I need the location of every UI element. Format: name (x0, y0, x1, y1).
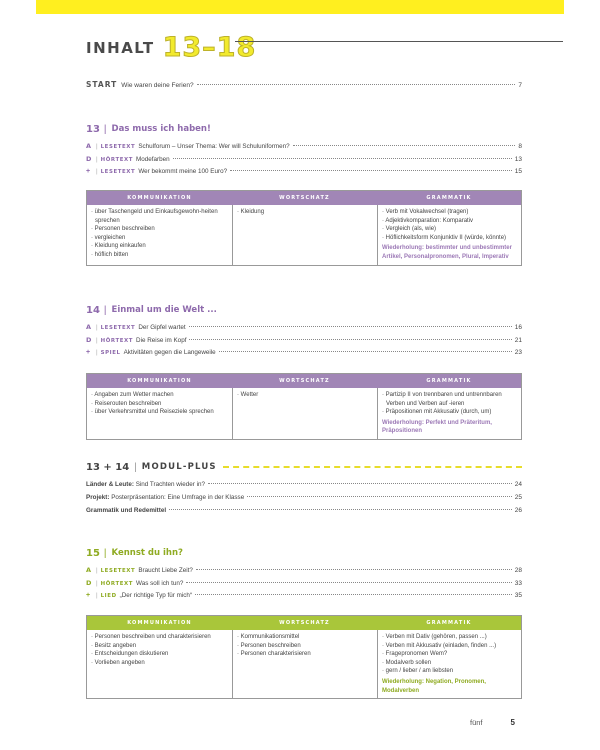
wiederholung-note: Wiederholung: Negation, Pronomen, Modalverben (382, 678, 486, 694)
list-item: · Verb mit Vokalwechsel (tragen) (382, 209, 469, 215)
entry-type: LESETEXT (100, 325, 136, 331)
entry-type: HÖRTEXT (100, 157, 134, 163)
skills-grid-14 (86, 373, 522, 440)
wortschatz-column (232, 205, 377, 265)
list-item: · Kommunikationsmittel (237, 634, 300, 640)
header-grammatik: GRAMMATIK (377, 374, 521, 388)
page-footer (470, 718, 515, 727)
list-item: · vergleichen (91, 234, 126, 241)
wiederholung-note: Wiederholung: bestimmter und unbestimmter Artikel, Personalpronomen, Plural, Imperativ (382, 245, 512, 260)
chapter-number: 13 (86, 123, 100, 135)
dot-leader (173, 158, 512, 159)
row-label: Projekt: (86, 494, 110, 501)
header-wortschatz: WORTSCHATZ (232, 616, 377, 630)
entry-separator: | (96, 143, 98, 150)
grid-body (87, 205, 521, 265)
grammatik-column (377, 630, 521, 698)
dot-leader (169, 509, 512, 510)
modul-heading (86, 460, 522, 474)
wiederholung-note: Wiederholung: Perfekt und Präteritum, Präpositionen (382, 419, 492, 435)
list-item: · Fragepronomen Wem? (382, 651, 448, 658)
entry-type: HÖRTEXT (100, 581, 134, 587)
grid-header (87, 374, 521, 388)
entry-marker: A (86, 142, 92, 150)
toc-entry[interactable] (86, 168, 522, 180)
page-number: 8 (518, 143, 522, 150)
entry-type: LESETEXT (100, 169, 136, 175)
grid-body (87, 388, 521, 439)
entry-text: Schulforum – Unser Thema: Wer will Schuluniformen? (138, 143, 290, 150)
entry-marker: D (86, 579, 92, 587)
header-kommunikation: KOMMUNIKATION (87, 374, 232, 388)
entry-text: „Der richtige Typ für mich“ (119, 592, 192, 599)
entry-separator: | (96, 324, 98, 331)
entry-separator: | (96, 592, 98, 599)
dot-leader (189, 339, 511, 340)
page-number: 26 (514, 507, 522, 514)
list-item: · höflich bitten (91, 251, 129, 258)
toc-entry[interactable] (86, 349, 522, 361)
modul-number: 13 + 14 (86, 461, 130, 473)
page-number: 16 (514, 324, 522, 331)
kommunikation-column (87, 388, 232, 439)
entry-type: LIED (100, 593, 117, 599)
header-grammatik: GRAMMATIK (377, 616, 521, 630)
list-item: · Kleidung (237, 209, 265, 215)
row-text: Sind Trachten wieder in? (135, 481, 205, 488)
title-word: INHALT (86, 39, 155, 57)
chapter-heading (86, 303, 522, 317)
modul-title: MODUL-PLUS (141, 462, 217, 472)
chapter-15 (86, 546, 522, 604)
header-grammatik: GRAMMATIK (377, 191, 521, 205)
list-item: · Reiserouten beschreiben (91, 400, 162, 407)
entry-type: LESETEXT (100, 144, 136, 150)
entry-text: Was soll ich tun? (136, 580, 184, 587)
list-item: · Entscheidungen diskutieren (91, 651, 169, 658)
entry-text: Wer bekommt meine 100 Euro? (138, 168, 228, 175)
plus-circle-icon: + (86, 168, 91, 175)
header-kommunikation: KOMMUNIKATION (87, 191, 232, 205)
chapter-number: 15 (86, 547, 100, 559)
list-item: · Adjektivkomparation: Komparativ (382, 217, 474, 224)
kommunikation-column (87, 205, 232, 265)
toc-entry[interactable] (86, 155, 522, 167)
modul-plus-section (86, 460, 522, 519)
entry-text: Braucht Liebe Zeit? (138, 567, 193, 574)
start-label: START (86, 80, 118, 89)
list-item: · Verben mit Akkusativ (einladen, finden ...) (382, 642, 497, 649)
grid-header (87, 616, 521, 630)
page-number: 7 (518, 82, 522, 89)
page-number: 25 (514, 494, 522, 501)
wortschatz-column (232, 388, 377, 439)
footer-page-number: 5 (510, 718, 515, 727)
dot-leader (186, 582, 511, 583)
list-item: · über Verkehrsmittel und Reiseziele sprechen (91, 409, 214, 416)
page-number: 24 (514, 481, 522, 488)
dot-leader (230, 170, 512, 171)
row-label: Länder & Leute: (86, 481, 134, 488)
dot-leader (219, 351, 512, 352)
entry-separator: | (96, 156, 98, 163)
toc-entry[interactable] (86, 494, 522, 506)
page-title (86, 34, 256, 61)
page-number: 13 (514, 156, 522, 163)
chapter-heading (86, 122, 522, 136)
entry-type: SPIEL (100, 350, 121, 356)
row-text: Posterpräsentation: Eine Umfrage in der Klasse (111, 494, 245, 501)
entry-type: LESETEXT (100, 568, 136, 574)
list-item: · Wetter (237, 392, 259, 398)
list-item: · Vorlieben angeben (91, 659, 145, 666)
list-item: · Personen beschreiben und charakterisieren (91, 634, 211, 640)
page-number: 21 (514, 337, 522, 344)
top-color-bar (36, 0, 564, 14)
entry-text: Aktivitäten gegen die Langeweile (123, 349, 216, 356)
entry-separator: | (96, 337, 98, 344)
toc-entry[interactable] (86, 566, 522, 578)
toc-entry[interactable] (86, 592, 522, 604)
chapter-14 (86, 303, 522, 361)
header-kommunikation: KOMMUNIKATION (87, 616, 232, 630)
list-item: · Vergleich (als, wie) (382, 226, 437, 233)
entry-separator: | (96, 580, 98, 587)
toc-entry[interactable] (86, 579, 522, 591)
wortschatz-column (232, 630, 377, 698)
entry-marker: A (86, 323, 92, 331)
entry-marker: D (86, 155, 92, 163)
list-item: · Personen beschreiben (237, 642, 301, 649)
page-number: 33 (514, 580, 522, 587)
kommunikation-column (87, 630, 232, 698)
list-item: · gern / lieber / am liebsten (382, 668, 454, 675)
toc-entry[interactable] (86, 336, 522, 348)
toc-entry[interactable] (86, 323, 522, 335)
dot-leader (293, 145, 516, 146)
list-item: · Kleidung einkaufen (91, 243, 146, 250)
chapter-separator: | (103, 547, 107, 559)
grid-header (87, 191, 521, 205)
list-item: · Modalverb sollen (382, 659, 432, 666)
chapter-title: Das muss ich haben! (111, 124, 211, 134)
list-item: · Höflichkeitsform Konjunktiv II (würde, könnte) (382, 234, 507, 241)
dot-leader (189, 326, 512, 327)
list-item: · Verben mit Dativ (gehören, passen ...) (382, 634, 487, 640)
dot-leader (247, 496, 512, 497)
chapter-separator: | (103, 304, 107, 316)
toc-entry[interactable] (86, 142, 522, 154)
dot-leader (208, 483, 512, 484)
list-item: · Besitz angeben (91, 642, 137, 649)
list-item: · Personen beschreiben (91, 226, 155, 233)
entry-separator: | (96, 349, 98, 356)
list-item: · Personen charakterisieren (237, 651, 311, 658)
title-range: 13–18 (162, 32, 257, 63)
skills-grid-13 (86, 190, 522, 266)
header-wortschatz: WORTSCHATZ (232, 191, 377, 205)
row-label: Grammatik und Redemittel (86, 507, 167, 514)
chapter-title: Kennst du ihn? (111, 548, 183, 558)
dot-leader (197, 84, 516, 85)
entry-marker: A (86, 566, 92, 574)
entry-separator: | (96, 567, 98, 574)
footer-page-word: fünf (470, 718, 483, 727)
page-number: 35 (514, 592, 522, 599)
plus-circle-icon: + (86, 592, 91, 599)
chapter-title: Einmal um die Welt ... (111, 305, 217, 315)
page-number: 15 (514, 168, 522, 175)
start-text: Wie waren deine Ferien? (121, 82, 194, 89)
grammatik-column (377, 205, 521, 265)
list-item: · Präpositionen mit Akkusativ (durch, um) (382, 409, 492, 416)
header-wortschatz: WORTSCHATZ (232, 374, 377, 388)
toc-entry[interactable] (86, 507, 522, 519)
chapter-number: 14 (86, 304, 100, 316)
grid-body (87, 630, 521, 698)
modul-separator: | (134, 461, 137, 473)
page-number: 23 (514, 349, 522, 356)
start-entry[interactable] (86, 80, 522, 89)
plus-circle-icon: + (86, 349, 91, 356)
entry-separator: | (96, 168, 98, 175)
page-number: 28 (514, 567, 522, 574)
chapter-13 (86, 122, 522, 180)
entry-text: Modefarben (136, 156, 170, 163)
toc-entry[interactable] (86, 481, 522, 493)
chapter-heading (86, 546, 522, 560)
chapter-separator: | (103, 123, 107, 135)
list-item: · über Taschengeld und Einkaufsgewohn-heiten sprechen (91, 209, 218, 224)
dot-leader (196, 569, 512, 570)
modul-rule (223, 466, 522, 468)
grammatik-column (377, 388, 521, 439)
skills-grid-15 (86, 615, 522, 699)
entry-text: Die Reise im Kopf (136, 337, 187, 344)
list-item: · Angaben zum Wetter machen (91, 392, 174, 398)
dot-leader (195, 594, 512, 595)
entry-text: Der Gipfel wartet (138, 324, 186, 331)
entry-marker: D (86, 336, 92, 344)
entry-type: HÖRTEXT (100, 338, 134, 344)
list-item: · Partizip II von trennbaren und untrennbaren Verben und Verben auf -ieren (382, 392, 502, 407)
title-rule (235, 41, 563, 42)
